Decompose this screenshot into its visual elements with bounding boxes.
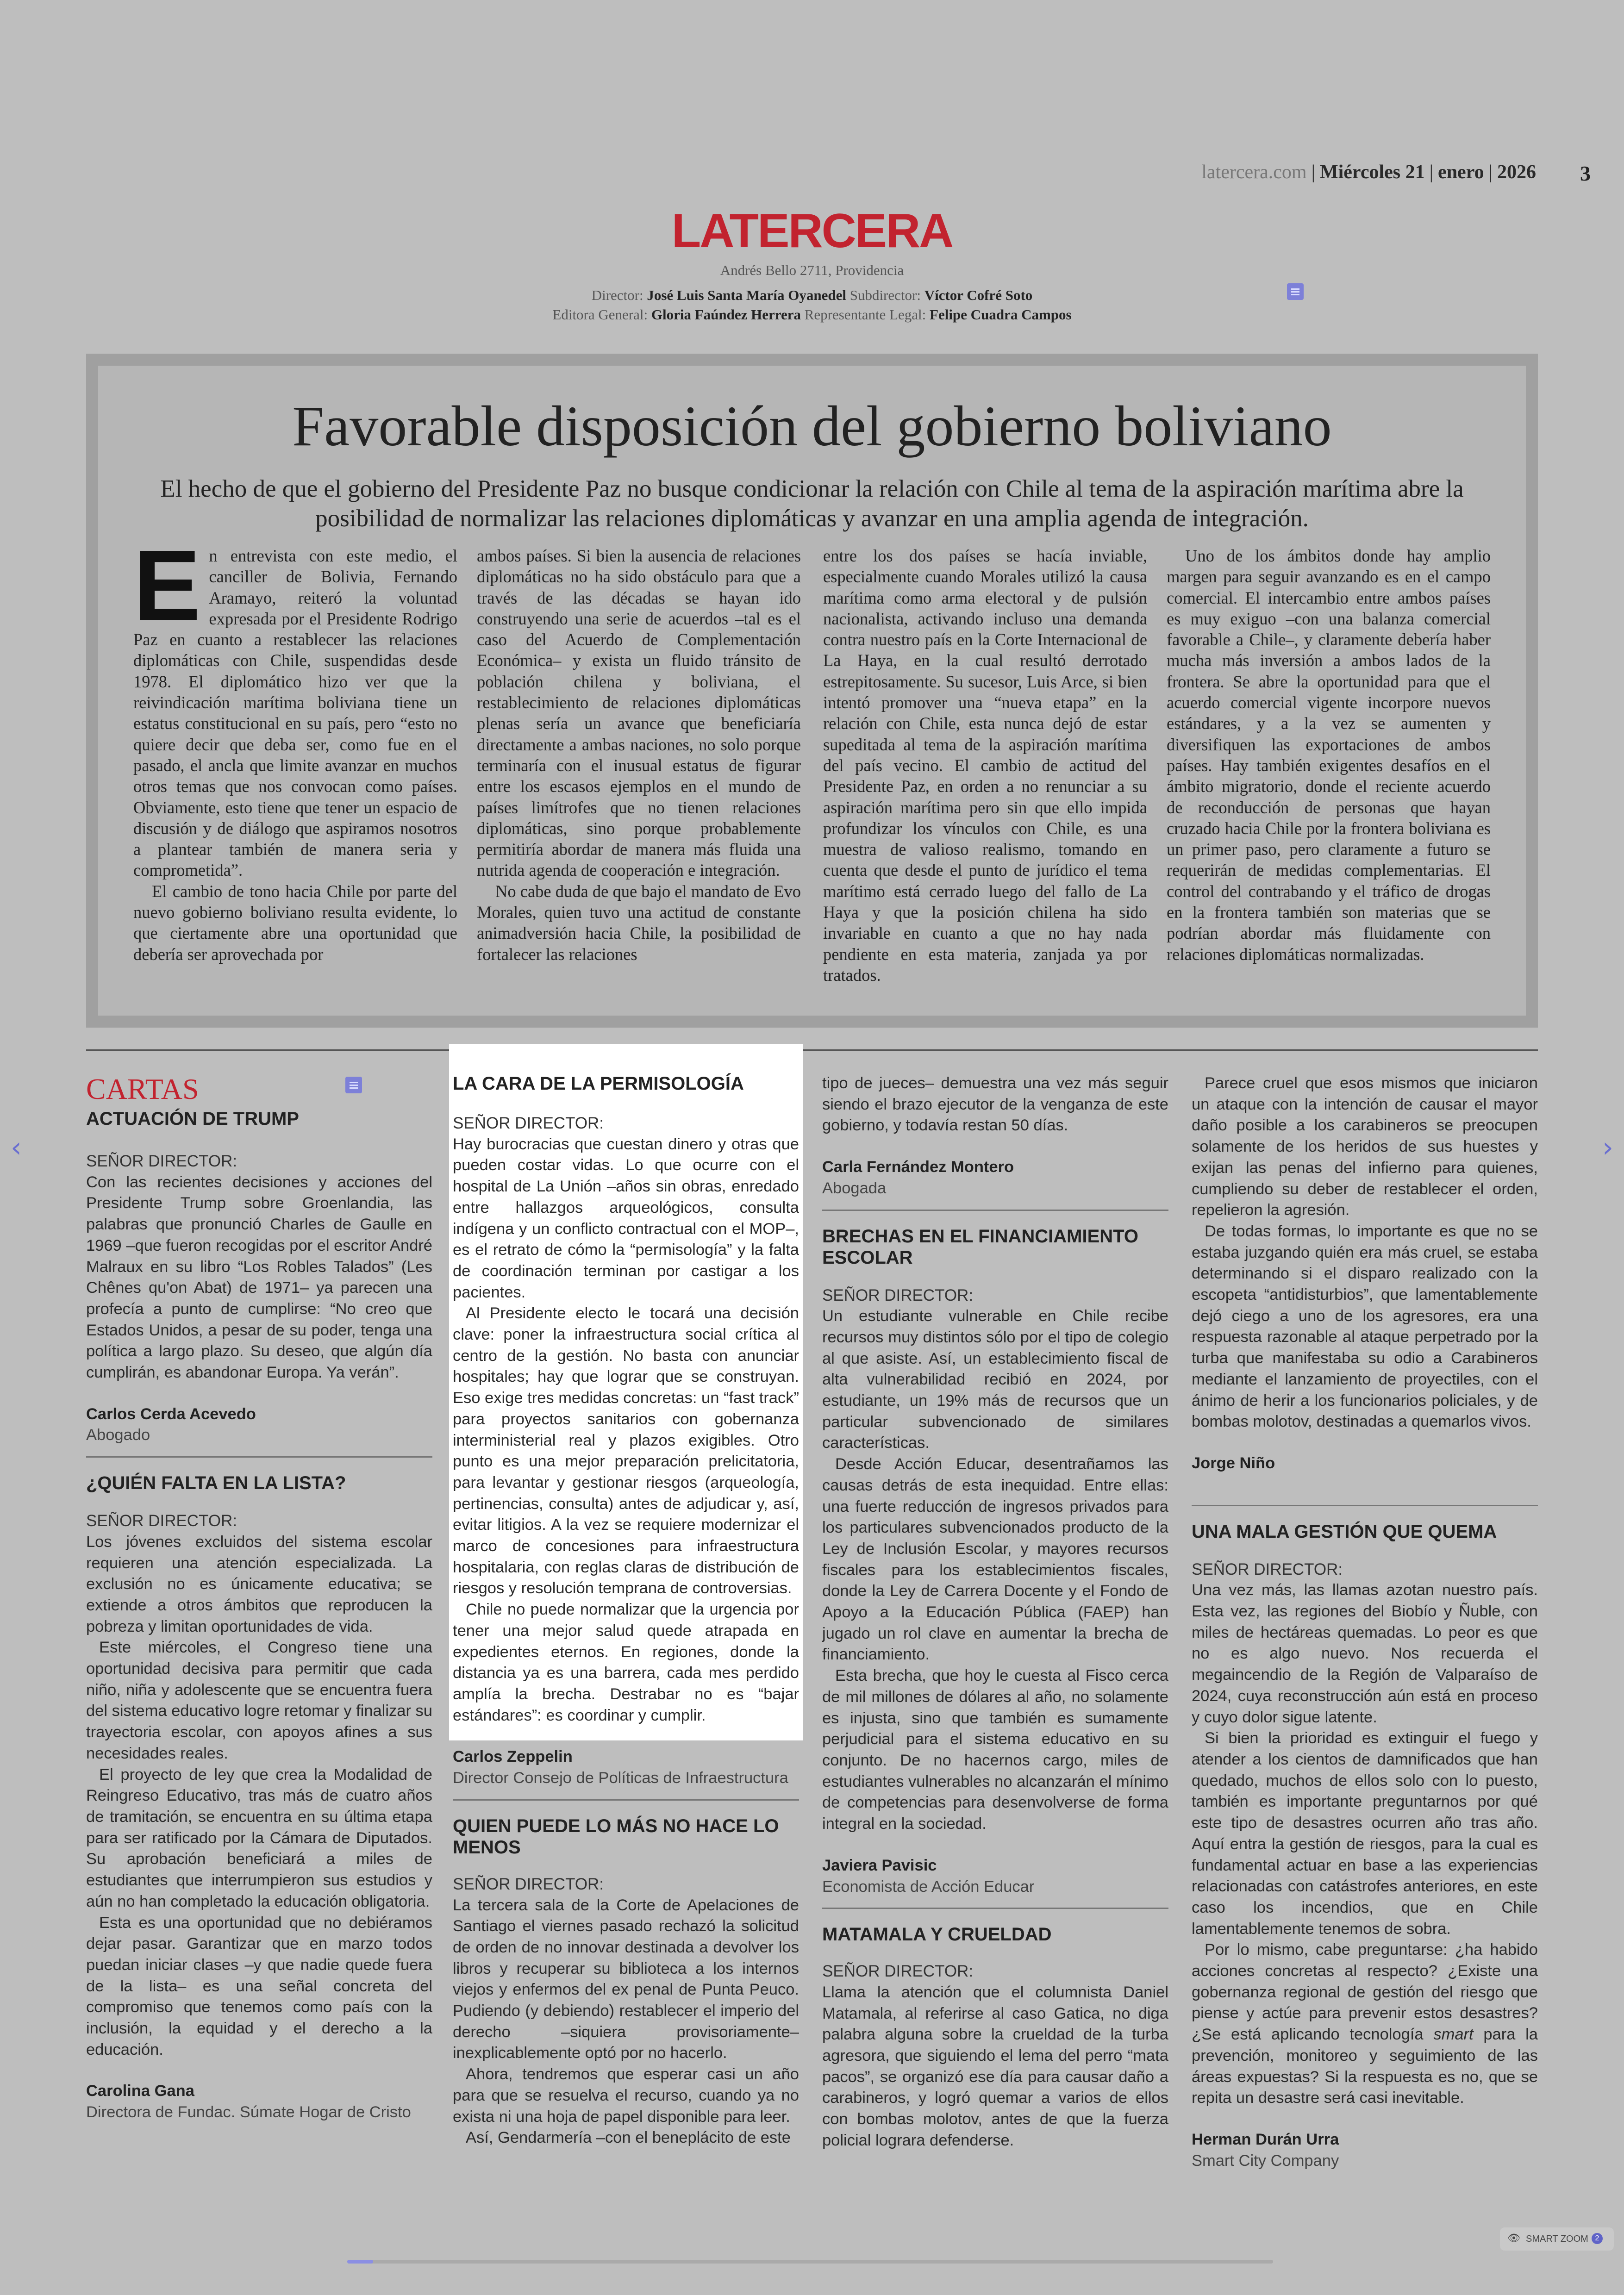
editorial-paragraph: No cabe duda de que bajo el mandato de Evo Morales, quien tuvo una actitud de constante animadversión hacia Chile, la posibilidad de fortalecer las relaciones: [477, 881, 801, 964]
letters-column-1: [86, 1108, 432, 2123]
letter-signer: Carolina Gana: [86, 2082, 194, 2100]
next-page-arrow-icon[interactable]: ›: [1602, 1131, 1613, 1164]
letter-salutation: SEÑOR DIRECTOR:: [1192, 1560, 1343, 1578]
letter-signer: Carla Fernández Montero: [822, 1158, 1014, 1176]
letter-title: ¿QUIÉN FALTA EN LA LISTA?: [86, 1473, 346, 1494]
editorial-paragraph: n entrevista con este medio, el canciller de Bolivia, Fernando Aramayo, reiteró la voluntad expresada por el Presidente Rodrigo Paz en cuanto a restablecer las relaciones diplomáticas con Chile, suspendidas desde 1978. El diplomático hizo ver que la reivindicación marítima boliviana tiene un estatus constitucional en su país, pero “esto no quiere decir que deba ser, como fue en el pasado, el ancla que limite avanzar en muchos otros temas que nos convocan como países. Obviamente, esto tiene que tener un espacio de discusión y de diálogo que aspiramos nosotros a plantear también de manera seria y comprometida”.: [133, 546, 457, 880]
address: Andrés Bello 2711, Providencia: [720, 262, 904, 278]
letter-paragraph: La tercera sala de la Corte de Apelaciones de Santiago el viernes pasado rechazó la solicitud de orden de no innovar destinada a devolver los libros y recuperar su biblioteca a los internos viejos y enfermos del ex penal de Punta Peuco. Pudiendo (y debiendo) restablecer el imperio del derecho –siquiera provisoriamente– inexplicablemente optó por no hacerlo.: [453, 1896, 799, 2062]
page-number: 3: [1580, 162, 1591, 185]
letter-text: para la prevención, monitoreo y seguimiento de las áreas expuestas? Si la respuesta es no, que se repita un desastre será casi inevitable.: [1192, 2026, 1538, 2107]
newspaper-logo: LATERCERA: [671, 204, 953, 258]
letter-signer: Herman Durán Urra: [1192, 2130, 1339, 2148]
editora-label: Editora General:: [552, 306, 648, 323]
smart-zoom-badge: 2: [1592, 2233, 1603, 2244]
letter-salutation: SEÑOR DIRECTOR:: [453, 1114, 604, 1132]
director-name: José Luis Santa María Oyanedel: [647, 287, 846, 303]
letter-paragraph: Este miércoles, el Congreso tiene una oportunidad decisiva para permitir que cada niño, niña y adolescente que se encuentra fuera del sistema educativo logre retomar y finalizar su trayectoria escolar, con apoyos afines a sus necesidades reales.: [86, 1639, 432, 1762]
letter-paragraph: Chile no puede normalizar que la urgencia por tener una mejor salud quede atrapada en expedientes eternos. En regiones, donde la distancia ya es una barrera, cada mes perdido amplía la brecha. Destrabar no es “bajar estándares”: es coordinar y cumplir.: [453, 1601, 799, 1724]
note-icon[interactable]: [1287, 283, 1304, 300]
letter-signer: Carlos Zeppelin: [453, 1748, 573, 1766]
letter-title: ACTUACIÓN DE TRUMP: [86, 1109, 299, 1129]
eye-icon: 👁: [1507, 2233, 1520, 2244]
letter-signer-role: Directora de Fundac. Súmate Hogar de Cristo: [86, 2103, 411, 2121]
letters-column-2: [453, 1073, 799, 2149]
letter-text-italic: smart: [1433, 2026, 1474, 2044]
editorial-column-2: [477, 545, 801, 990]
editorial-paragraph: Uno de los ámbitos donde hay amplio margen para seguir avanzando es en el campo comercial. El intercambio entre ambos países es muy exiguo –con una balanza comercial favorable a Chile–, y claramente debería haber mucha más inversión a ambos lados de la frontera. Se abre la oportunidad para que el acuerdo comercial vigente incorpore nuevos estándares, y a la vez se aumenten y diversifiquen las exportaciones de ambos países. Hay también exigentes desafíos en el ámbito migratorio, donde el reciente acuerdo de reconducción de personas que hayan cruzado hacia Chile por la frontera boliviana es un primer paso, pero claramente a futuro se requerirán de medidas complementarias. El control del contrabando y el tráfico de drogas en la frontera también son materias que se podrían abordar más fluidamente con relaciones diplomáticas normalizadas.: [1167, 546, 1491, 964]
editorial-column-4: [1167, 545, 1491, 990]
letter-paragraph: Un estudiante vulnerable en Chile recibe recursos muy distintos sólo por el tipo de colegio al que asiste. Así, un establecimiento fiscal de alta vulnerabilidad recibió en 2024, por estudiante, un 19% más de recursos que un particular subvencionado de similares características.: [822, 1307, 1168, 1452]
page-scrollbar-thumb[interactable]: [347, 2260, 373, 2264]
section-divider: [86, 1049, 1538, 1051]
section-title-cartas: CARTAS: [86, 1073, 199, 1105]
letter-signer: Javiera Pavisic: [822, 1856, 937, 1874]
smart-zoom-label: SMART ZOOM: [1526, 2234, 1588, 2244]
staff-line-2: [0, 306, 1624, 323]
letter-signer-role: Economista de Acción Educar: [822, 1877, 1035, 1896]
letter-title: QUIEN PUEDE LO MÁS NO HACE LO MENOS: [453, 1815, 779, 1858]
editorial-paragraph: entre los dos países se hacía inviable, especialmente cuando Morales utilizó la causa marítima como arma electoral y de pulsión nacionalista, activando incluso una demanda contra nuestro país en la Corte Internacional de La Haya, en la cual resultó derrotado estrepitosamente. Su sucesor, Luis Arce, si bien intentó promover una “nueva etapa” en la relación con Chile, esta nunca dejó de estar supeditada al tema de la aspiración marítima del país vecino. El cambio de actitud del Presidente Paz, en orden a no renunciar a su aspiración marítima pero sin que ello impida profundizar los vínculos con Chile, es una muestra de valioso realismo, tomando en cuenta que desde el punto de jurídico el tema marítimo está cerrado luego del fallo de La Haya y que la posición chilena ha sido invariable en cuanto a que no hay nada pendiente en esta materia, zanjada ya por tratados.: [823, 546, 1147, 985]
note-icon[interactable]: [345, 1077, 362, 1093]
letter-paragraph: Parece cruel que esos mismos que iniciaron un ataque con la intención de causar el mayor daño posible a los carabineros se preocupen solamente de los heridos de sus huestes y exijan las penas del infierno para quienes, cumpliendo su deber de restablecer el orden, repelieron la agresión.: [1192, 1074, 1538, 1219]
letter-title: MATAMALA Y CRUELDAD: [822, 1924, 1052, 1945]
date-day: Miércoles 21: [1319, 162, 1425, 183]
letter-title: BRECHAS EN EL FINANCIAMIENTO ESCOLAR: [822, 1226, 1139, 1268]
letter-salutation: SEÑOR DIRECTOR:: [86, 1152, 237, 1170]
letter-signer-role: Smart City Company: [1192, 2152, 1339, 2170]
letter-signer-role: Abogada: [822, 1179, 887, 1197]
site-name: latercera.com: [1201, 162, 1307, 183]
letter-text: Por lo mismo, cabe preguntarse: ¿ha habido acciones concretas al respecto? ¿Existe una gobernanza regional de gestión del riesgo que piense y actúe para prevenir estos desastres? ¿Se está aplicando tecnología: [1192, 1941, 1538, 2044]
letter-signer: Jorge Niño: [1192, 1454, 1275, 1472]
letter-salutation: SEÑOR DIRECTOR:: [822, 1286, 974, 1304]
letter-paragraph: Así, Gendarmería –con el beneplácito de este: [466, 2129, 791, 2147]
dateline: latercera.com | Miércoles 21 | enero | 2026: [1201, 162, 1536, 183]
smart-zoom-button[interactable]: [1500, 2227, 1614, 2251]
editorial-column-3: [823, 545, 1147, 990]
letter-paragraph: Una vez más, las llamas azotan nuestro país. Esta vez, las regiones del Biobío y Ñuble, con miles de hectáreas quemadas. Lo peor es que no es algo nuevo. Nos recuerda el megaincendio de la Región de Valparaíso de 2024, cuya reconstrucción aún está en proceso y cuyo dolor sigue latente.: [1192, 1581, 1538, 1726]
subdirector-name: Víctor Cofré Soto: [924, 287, 1033, 303]
letter-paragraph: tipo de jueces– demuestra una vez más seguir siendo el brazo ejecutor de la venganza de este gobierno, y todavía restan 50 días.: [822, 1074, 1168, 1135]
staff-line-1: [0, 287, 1624, 304]
letter-paragraph: Al Presidente electo le tocará una decisión clave: poner la infraestructura social crítica al centro de la gestión. No basta con anunciar hospitales; hay que lograr que se construyan. Eso exige tres medidas concretas: un “fast track” para proyectos sanitarios con gobernanza interministerial real y plazos exigibles. Otro punto es una mejor preparación prelicitatoria, para levantar y gestionar riesgos (arqueología, pertinencias, consulta) antes de adjudicar y, así, evitar litigios. A la vez se requiere modernizar el marco de concesiones para infraestructura hospitalaria, con reglas claras de distribución de riesgos y resolución temprana de controversias.: [453, 1304, 799, 1597]
letter-paragraph: Ahora, tendremos que esperar casi un año para que se resuelva el recurso, cuando ya no exista ni una hoja de papel disponible para leer.: [453, 2065, 799, 2126]
letter-salutation: SEÑOR DIRECTOR:: [822, 1962, 974, 1981]
letters-column-4: [1192, 1073, 1538, 2171]
editorial-subtitle: El hecho de que el gobierno del Presidente Paz no busque condicionar la relación con Chile al tema de la aspiración marítima abre la posibilidad de normalizar las relaciones diplomáticas y avanzar en una amplia agenda de integración.: [160, 475, 1464, 532]
letter-salutation: SEÑOR DIRECTOR:: [86, 1512, 237, 1530]
letter-paragraph: El proyecto de ley que crea la Modalidad de Reingreso Educativo, tras más de cuatro años de tramitación, se encuentra en su última etapa para ser ratificado por la Cámara de Diputados. Su aprobación beneficiará a miles de estudiantes que interrumpieron sus estudios y aún no han completado la educación obligatoria.: [86, 1765, 432, 1910]
representante-label: Representante Legal:: [804, 306, 926, 323]
drop-cap: E: [133, 545, 201, 642]
letters-column-3: [822, 1073, 1168, 2152]
letter-paragraph: [1192, 1940, 1538, 2109]
subdirector-label: Subdirector:: [849, 287, 921, 303]
editorial-column-1: [133, 545, 457, 990]
letter-paragraph: Hay burocracias que cuestan dinero y otras que pueden costar vidas. Lo que ocurre con el hospital de La Unión –años sin obras, enredado entre hallazgos arqueológicos, consulta indígena y un conflicto contractual con el MOP–, es el retrato de cómo la “permisología” y la falta de coordinación terminan por castigar a los pacientes.: [453, 1135, 799, 1301]
date-month: enero: [1438, 162, 1484, 183]
letter-paragraph: De todas formas, lo importante es que no se estaba juzgando quién era más cruel, se estaba determinando si el disparo realizado con la escopeta “antidisturbios”, que lamentablemente dejó ciego a uno de los agresores, era una respuesta razonable al ataque perpetrado por la turba que manifestaba su odio a Carabineros mediante el lanzamiento de proyectiles, con el ánimo de herir a los funcionarios policiales, y de bombas molotov, destinadas a quemarlos vivos.: [1192, 1222, 1538, 1431]
letter-paragraph: Llama la atención que el columnista Daniel Matamala, al referirse al caso Gatica, no diga palabra alguna sobre la crueldad de la turba agresora, que siguiendo el lema del perro “mata pacos”, se organizó ese día para causar daño a carabineros, y logró quemar a varios de ellos con bombas molotov, antes de que la fuerza policial lograra defenderse.: [822, 1983, 1168, 2149]
letter-signer-role: Abogado: [86, 1426, 150, 1444]
letter-title: UNA MALA GESTIÓN QUE QUEMA: [1192, 1521, 1497, 1542]
page-scrollbar[interactable]: [347, 2260, 1273, 2264]
letter-paragraph: Esta es una oportunidad que no debiéramos dejar pasar. Garantizar que en marzo todos puedan iniciar clases –y que nadie quede fuera de la lista– es una señal concreta del compromiso que tenemos como país con la inclusión, la equidad y el derecho a la educación.: [86, 1914, 432, 2058]
editorial-paragraph: ambos países. Si bien la ausencia de relaciones diplomáticas no ha sido obstáculo para que a través de las décadas se hayan ido construyendo una serie de acuerdos –tal es el caso del Acuerdo de Complementación Económica– y exista un fluido tránsito de población chilena y boliviana, el restablecimiento de relaciones diplomáticas plenas sería un avance que beneficiaría directamente a ambas naciones, no solo porque terminaría con el inusual estatus de figurar entre los escasos ejemplos en el mundo de países limítrofes que no tienen relaciones diplomáticas, sino porque probablemente permitiría abordar de manera más fluida una nutrida agenda de cooperación e integración.: [477, 546, 801, 880]
letter-title[interactable]: LA CARA DE LA PERMISOLOGÍA: [453, 1073, 744, 1094]
editorial-paragraph: El cambio de tono hacia Chile por parte del nuevo gobierno boliviano resulta evidente, lo que ciertamente abre una oportunidad que debería ser aprovechada por: [133, 881, 457, 964]
letter-paragraph: Desde Acción Educar, desentrañamos las causas detrás de esta inequidad. Entre ellas: una fuerte reducción de ingresos privados para los particulares subvencionados producto de la Ley de Inclusión Escolar, y mayores recursos fiscales para los establecimientos fiscales, donde la Ley de Carrera Docente y el Fondo de Apoyo a la Educación Pública (FAEP) han jugado un rol clave en aumentar la brecha de financiamiento.: [822, 1455, 1168, 1664]
letter-paragraph: Los jóvenes excluidos del sistema escolar requieren una atención especializada. La exclusión no es únicamente educativa; se extiende a otros ámbitos que reproducen la pobreza y limitan oportunidades de vida.: [86, 1533, 432, 1635]
letter-signer-role: Director Consejo de Políticas de Infraestructura: [453, 1769, 788, 1787]
letter-salutation: SEÑOR DIRECTOR:: [453, 1875, 604, 1893]
letter-paragraph: Esta brecha, que hoy le cuesta al Fisco cerca de mil millones de dólares al año, no solamente es injusta, sino que también es sumamente perjudicial para el sistema educativo en su conjunto. De no hacernos cargo, miles de estudiantes vulnerables no alcanzarán el mínimo de competencias para desenvolverse de forma integral en la sociedad.: [822, 1667, 1168, 1833]
editorial-title: Favorable disposición del gobierno boliviano: [292, 394, 1332, 458]
letter-paragraph: Si bien la prioridad es extinguir el fuego y atender a los cientos de damnificados que han quedado, muchos de ellos solo con lo puesto, también es importante preguntarnos por qué este tipo de desastres ocurren año tras año. Aquí entra la gestión de riesgos, para la cual es fundamental actuar en base a las experiencias relacionadas con catástrofes anteriores, en este caso los incendios, que en Chile lamentablemente tenemos de sobra.: [1192, 1729, 1538, 1938]
editora-name: Gloria Faúndez Herrera: [651, 306, 801, 323]
letter-signer: Carlos Cerda Acevedo: [86, 1405, 256, 1423]
prev-page-arrow-icon[interactable]: ‹: [11, 1131, 22, 1164]
representante-name: Felipe Cuadra Campos: [930, 306, 1072, 323]
date-year: 2026: [1497, 162, 1536, 183]
director-label: Director:: [591, 287, 643, 303]
letter-paragraph: Con las recientes decisiones y acciones del Presidente Trump sobre Groenlandia, las palabras que pronunció Charles de Gaulle en 1969 –que fueron recogidas por el escritor André Malraux en su libro “Los Robles Talados” (Les Chênes qu'on Abat) de 1971– ya parecen una profecía a punto de cumplirse: “No creo que Estados Unidos, a pesar de su poder, tenga una política a largo plazo. Su deseo, que algún día cumplirán, es abandonar Europa. Ya verán”.: [86, 1173, 432, 1382]
